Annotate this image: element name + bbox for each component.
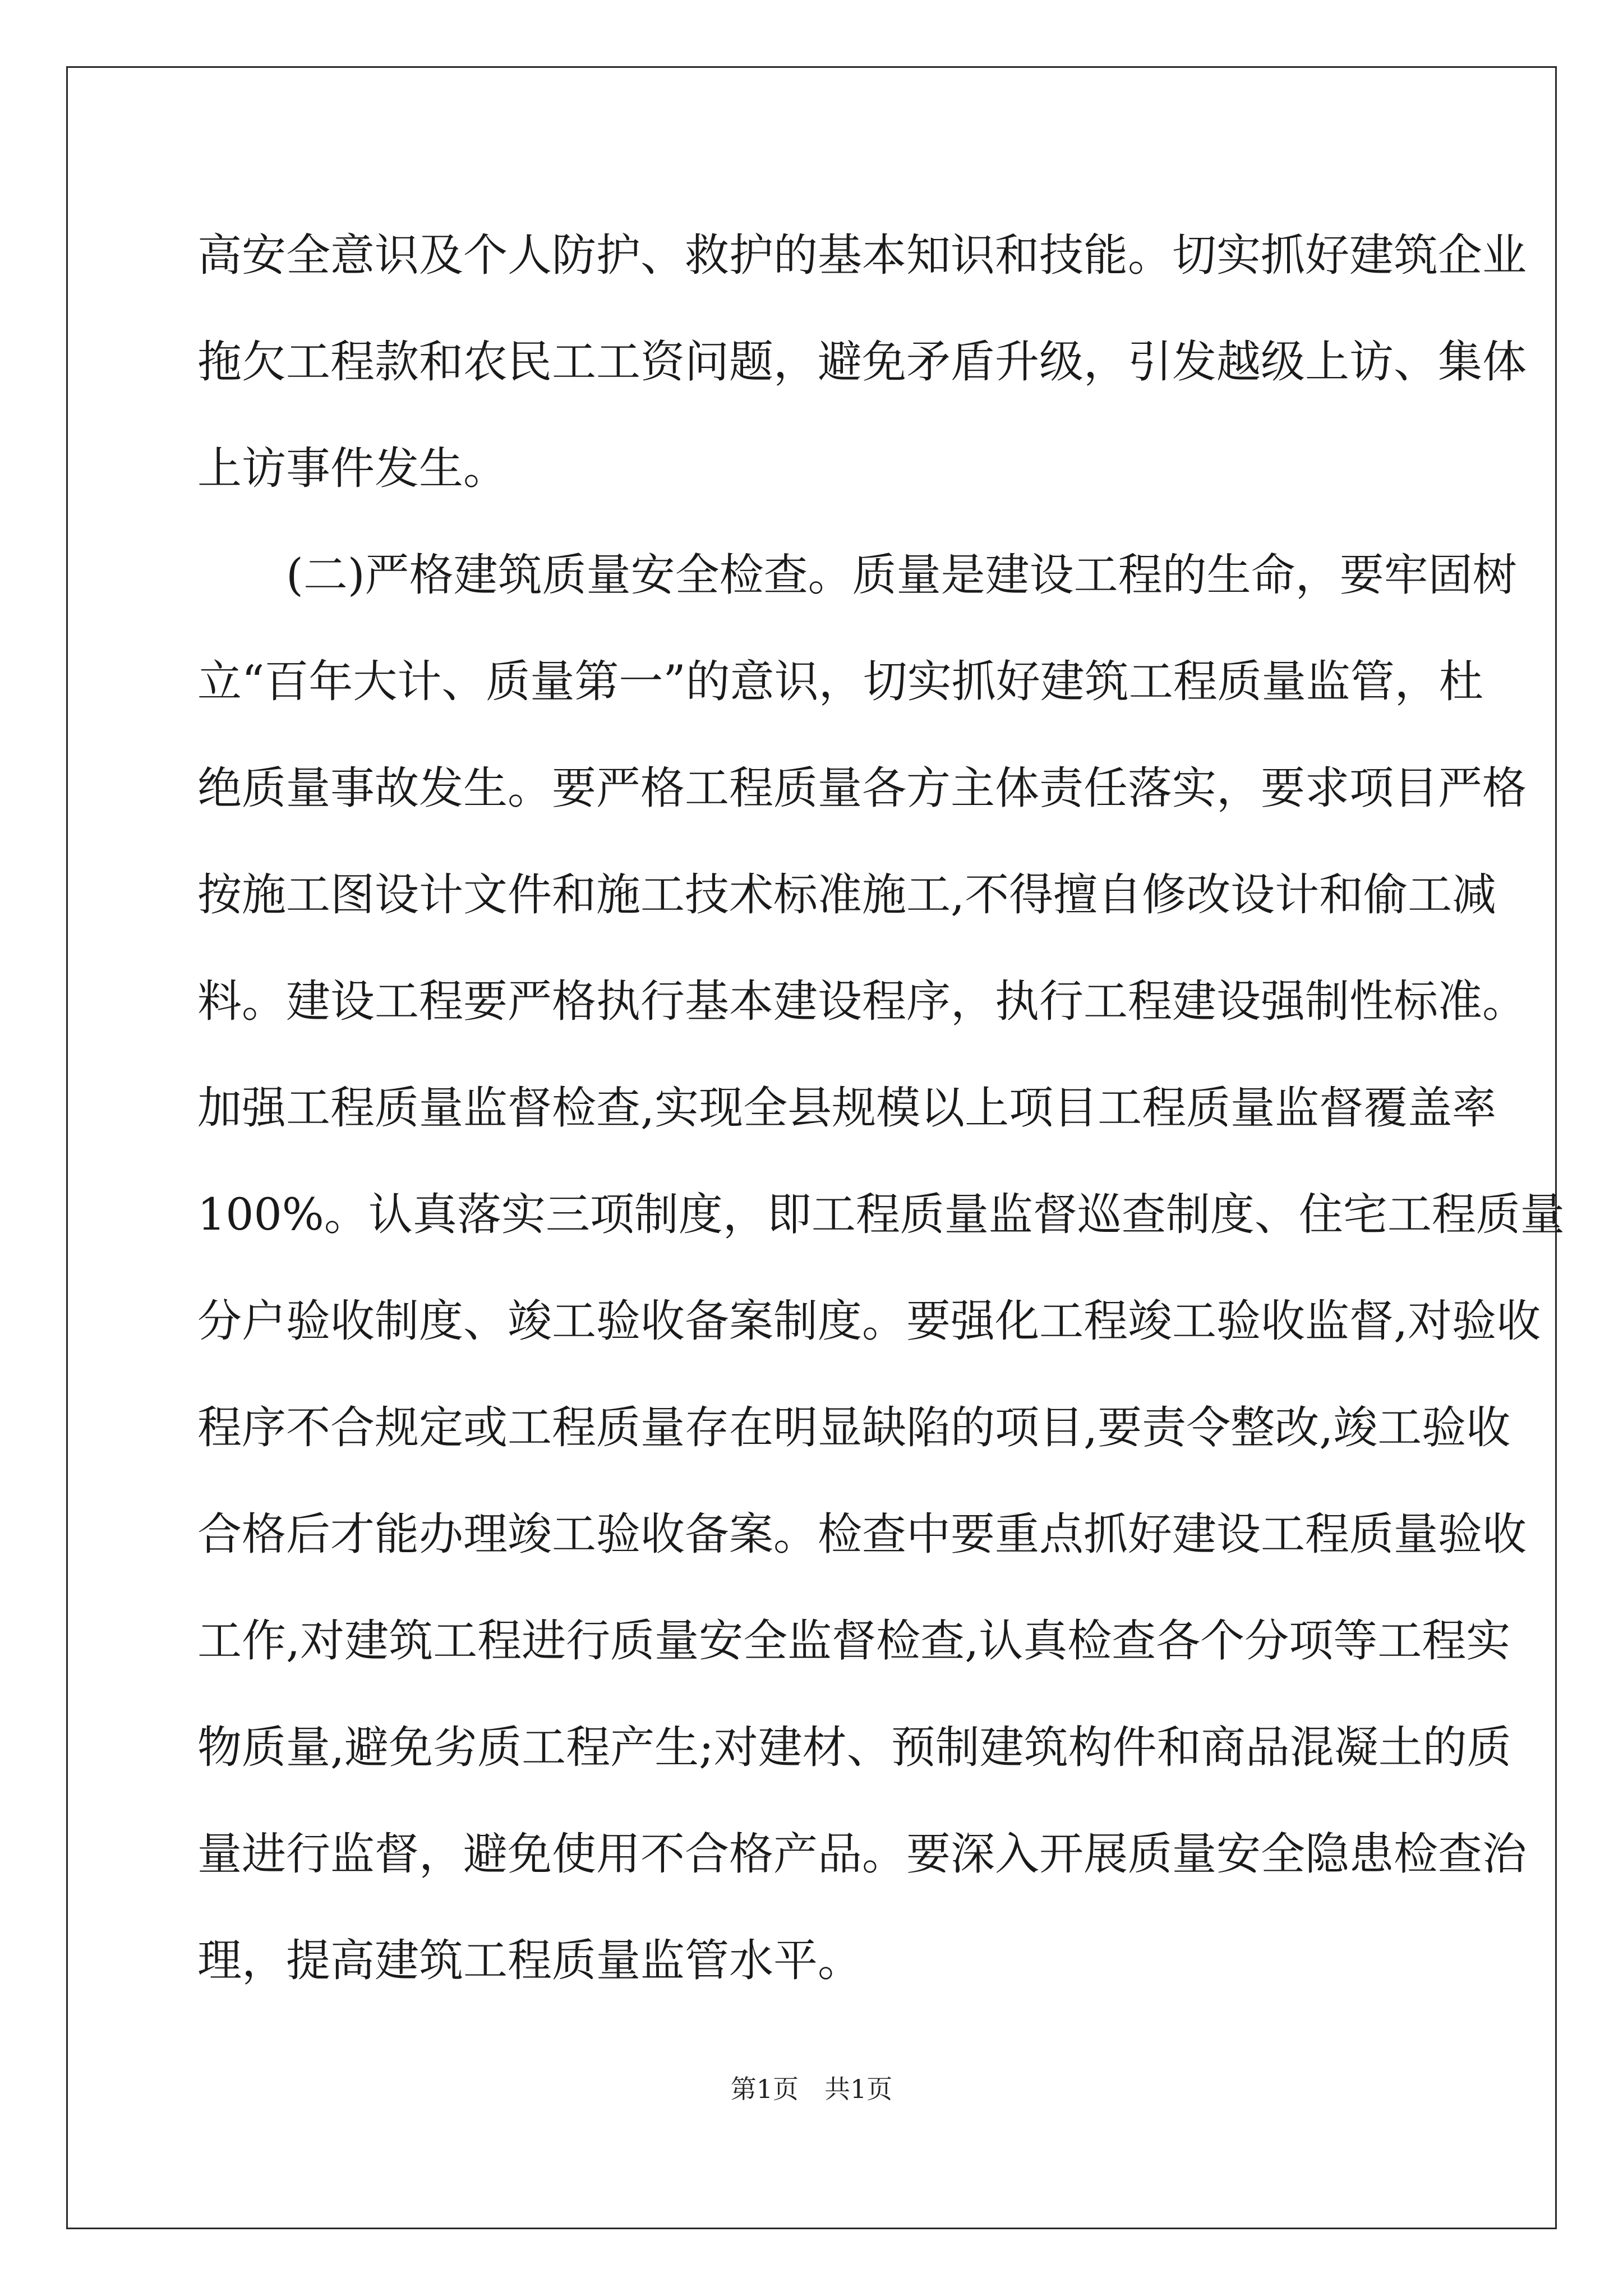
- text-line: [197, 628, 1483, 735]
- text-line-content: 按施工图设计文件和施工技术标准施工,不得擅自修改设计和偷工减: [197, 869, 1497, 921]
- text-line: [197, 522, 1517, 628]
- text-line-content: 量进行监督，避免使用不合格产品。要深入开展质量安全隐患检查治: [197, 1828, 1527, 1880]
- text-line: [197, 1055, 1497, 1161]
- text-line-content: 工作,对建筑工程进行质量安全监督检查,认真检查各个分项等工程实: [197, 1615, 1511, 1667]
- text-line-content: 拖欠工程款和农民工工资问题，避免矛盾升级，引发越级上访、集体: [197, 336, 1527, 388]
- text-line-content: 合格后才能办理竣工验收备案。检查中要重点抓好建设工程质量验收: [197, 1508, 1527, 1560]
- text-line-content: 100%。认真落实三项制度，即工程质量监督巡查制度、住宅工程质量: [197, 1189, 1565, 1240]
- text-line: [197, 1907, 1431, 2014]
- text-line-content: 程序不合规定或工程质量存在明显缺陷的项目,要责令整改,竣工验收: [197, 1402, 1511, 1453]
- text-line: [197, 1268, 1541, 1374]
- document-body: [197, 202, 1565, 2014]
- text-line-content: (二)严格建筑质量安全检查。质量是建设工程的生命，要牢固树: [197, 549, 1517, 601]
- text-line: [197, 1374, 1511, 1481]
- text-line: [197, 1694, 1511, 1801]
- text-line: [197, 1801, 1527, 1907]
- page-footer: 第1页 共1页: [730, 2074, 893, 2104]
- text-line: [197, 415, 1431, 522]
- text-line: [197, 1161, 1565, 1268]
- text-line: [197, 948, 1527, 1055]
- text-line: [197, 841, 1497, 948]
- text-line-content: 理，提高建筑工程质量监管水平。: [197, 1935, 862, 1986]
- text-line-content: 物质量,避免劣质工程产生;对建材、预制建筑构件和商品混凝土的质: [197, 1722, 1511, 1773]
- text-line-content: 绝质量事故发生。要严格工程质量各方主体责任落实，要求项目严格: [197, 762, 1527, 814]
- text-line-content: 加强工程质量监督检查,实现全县规模以上项目工程质量监督覆盖率: [197, 1082, 1497, 1134]
- text-line: [197, 1481, 1527, 1588]
- text-line-content: 料。建设工程要严格执行基本建设程序，执行工程建设强制性标准。: [197, 976, 1527, 1027]
- text-line: [197, 202, 1527, 309]
- text-line: [197, 735, 1527, 841]
- text-line: [197, 309, 1527, 415]
- text-line-content: 上访事件发生。: [197, 443, 508, 494]
- text-line: [197, 1588, 1511, 1694]
- text-line-content: 立“百年大计、质量第一”的意识，切实抓好建筑工程质量监管，杜: [197, 656, 1483, 707]
- text-line-content: 高安全意识及个人防护、救护的基本知识和技能。切实抓好建筑企业: [197, 229, 1527, 281]
- text-line-content: 分户验收制度、竣工验收备案制度。要强化工程竣工验收监督,对验收: [197, 1295, 1541, 1347]
